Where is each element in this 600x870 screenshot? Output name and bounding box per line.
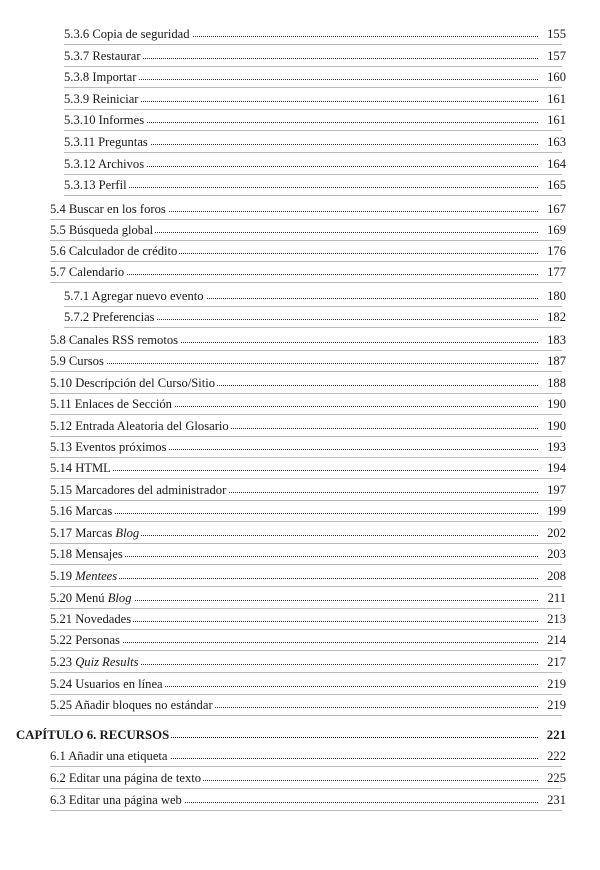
toc-entry-title: 5.13 Eventos próximos: [50, 437, 169, 457]
toc-entry-5-3-8: [0, 67, 600, 87]
dot-leader: [50, 363, 538, 364]
toc-entry-page: 211: [546, 588, 566, 608]
row-separator: [50, 414, 562, 415]
toc-entry-page: 177: [545, 262, 566, 282]
row-separator: [64, 130, 562, 131]
toc-entry-5-13: [0, 437, 600, 457]
dot-leader: [50, 578, 538, 579]
row-separator: [64, 195, 562, 196]
row-separator: [64, 87, 562, 88]
row-separator: [50, 371, 562, 372]
toc-entry-title: 5.3.6 Copia de seguridad: [64, 24, 192, 44]
toc-entry-5-12: [0, 416, 600, 436]
toc-entry-5-25: [0, 695, 600, 715]
toc-entry-5-4: [0, 199, 600, 219]
toc-entry-5-18: [0, 544, 600, 564]
toc-entry-page: 160: [545, 67, 566, 87]
toc-entry-page: 165: [545, 175, 566, 195]
row-separator: [50, 672, 562, 673]
toc-entry-title: 5.3.10 Informes: [64, 110, 146, 130]
toc-entry-page: 176: [545, 241, 566, 261]
toc-entry-5-21: [0, 609, 600, 629]
toc-entry-5-10: [0, 373, 600, 393]
toc-entry-6-1: [0, 746, 600, 766]
row-separator: [50, 586, 562, 587]
toc-entry-page: 190: [545, 416, 566, 436]
dot-leader: [64, 187, 538, 188]
toc-entry-page: 155: [545, 24, 566, 44]
dot-leader: [50, 513, 538, 514]
toc-entry-title: [50, 652, 141, 672]
row-separator: [50, 478, 562, 479]
toc-entry-5-6: [0, 241, 600, 261]
chapter-page: 221: [545, 725, 566, 745]
toc-entry-page: 197: [545, 480, 566, 500]
toc-entry-5-24: [0, 674, 600, 694]
toc-entry-5-19: [0, 566, 600, 586]
toc-entry-title: 5.3.8 Importar: [64, 67, 138, 87]
toc-entry-title: 6.2 Editar una página de texto: [50, 768, 203, 788]
toc-entry-title: 5.5 Búsqueda global: [50, 220, 155, 240]
toc-entry-page: 180: [545, 286, 566, 306]
toc-entry-6-2: [0, 768, 600, 788]
row-separator: [50, 810, 562, 811]
toc-entry-5-7-2: [0, 307, 600, 327]
toc-entry-page: 187: [545, 351, 566, 371]
toc-entry-5-11: [0, 394, 600, 414]
toc-entry-page: 214: [545, 630, 566, 650]
row-separator: [64, 327, 562, 328]
title-text: 5.23: [50, 655, 76, 669]
title-text: 5.19: [50, 569, 76, 583]
toc-entry-title: 5.8 Canales RSS remotos: [50, 330, 180, 350]
toc-entry-page: 231: [545, 790, 566, 810]
toc-entry-page: 219: [545, 674, 566, 694]
toc-entry-page: 183: [545, 330, 566, 350]
toc-entry-title: 5.7.1 Agregar nuevo evento: [64, 286, 206, 306]
toc-entry-title: 5.14 HTML: [50, 458, 113, 478]
toc-chapter-6: [0, 725, 600, 745]
toc-entry-6-3: [0, 790, 600, 810]
title-italic: Mentees: [75, 569, 118, 583]
toc-entry-title: 5.21 Novedades: [50, 609, 133, 629]
toc-entry-page: 161: [545, 110, 566, 130]
toc-entry-title: 5.12 Entrada Aleatoria del Glosario: [50, 416, 231, 436]
title-text: 5.17 Marcas: [50, 526, 116, 540]
toc-entry-page: 164: [545, 154, 566, 174]
toc-entry-title: 5.3.13 Perfil: [64, 175, 129, 195]
toc-entry-5-3-10: [0, 110, 600, 130]
toc-entry-title: 5.7 Calendario: [50, 262, 126, 282]
toc-entry-title: 5.10 Descripción del Curso/Sitio: [50, 373, 217, 393]
toc-entry-page: 194: [545, 458, 566, 478]
dot-leader: [50, 470, 538, 471]
toc-entry-title: 5.6 Calculador de crédito: [50, 241, 179, 261]
toc-entry-page: 199: [545, 501, 566, 521]
toc-entry-5-16: [0, 501, 600, 521]
toc-entry-title: 6.3 Editar una página web: [50, 790, 184, 810]
toc-entry-page: 190: [545, 394, 566, 414]
toc-entry-page: 167: [545, 199, 566, 219]
row-separator: [64, 44, 562, 45]
toc-entry-page: 208: [545, 566, 566, 586]
toc-entry-title: 5.3.9 Reiniciar: [64, 89, 141, 109]
toc-entry-page: 213: [545, 609, 566, 629]
toc-entry-title: 5.9 Cursos: [50, 351, 106, 371]
row-separator: [64, 152, 562, 153]
toc-entry-page: 157: [545, 46, 566, 66]
toc-entry-page: 169: [545, 220, 566, 240]
toc-entry-title: 5.22 Personas: [50, 630, 122, 650]
toc-entry-title: 5.4 Buscar en los foros: [50, 199, 168, 219]
toc-entry-title: 5.18 Mensajes: [50, 544, 125, 564]
toc-entry-title: 5.3.12 Archivos: [64, 154, 146, 174]
toc-entry-title: 5.25 Añadir bloques no estándar: [50, 695, 215, 715]
toc-entry-title: 6.1 Añadir una etiqueta: [50, 746, 170, 766]
dot-leader: [50, 642, 538, 643]
toc-entry-5-7: [0, 262, 600, 282]
toc-entry-title: [50, 588, 134, 608]
toc-entry-5-3-12: [0, 154, 600, 174]
row-separator: [50, 521, 562, 522]
toc-entry-title: 5.24 Usuarios en línea: [50, 674, 165, 694]
title-italic: Blog: [107, 591, 132, 605]
row-separator: [50, 282, 562, 283]
toc-entry-page: 219: [545, 695, 566, 715]
toc-entry-page: 188: [545, 373, 566, 393]
toc-entry-5-15: [0, 480, 600, 500]
row-separator: [50, 788, 562, 789]
toc-entry-5-8: [0, 330, 600, 350]
toc-entry-title: 5.15 Marcadores del administrador: [50, 480, 228, 500]
row-separator: [50, 650, 562, 651]
row-separator: [50, 766, 562, 767]
toc-entry-5-7-1: [0, 286, 600, 306]
row-separator: [50, 564, 562, 565]
toc-entry-title: 5.11 Enlaces de Sección: [50, 394, 174, 414]
toc-entry-page: 222: [545, 746, 566, 766]
toc-entry-5-5: [0, 220, 600, 240]
row-separator: [50, 715, 562, 716]
toc-entry-title: 5.7.2 Preferencias: [64, 307, 157, 327]
toc-entry-title: 5.16 Marcas: [50, 501, 114, 521]
title-italic: Blog: [115, 526, 140, 540]
toc-entry-5-3-11: [0, 132, 600, 152]
toc-entry-page: 163: [545, 132, 566, 152]
toc-entry-title: 5.3.11 Preguntas: [64, 132, 150, 152]
toc-entry-5-3-7: [0, 46, 600, 66]
toc-entry-title: 5.3.7 Restaurar: [64, 46, 143, 66]
toc-entry-page: 225: [545, 768, 566, 788]
toc-entry-page: 182: [545, 307, 566, 327]
toc-entry-page: 161: [545, 89, 566, 109]
toc-entry-5-3-6: [0, 24, 600, 44]
toc-entry-5-14: [0, 458, 600, 478]
toc-entry-5-20: [0, 588, 600, 608]
toc-entry-title: [50, 523, 141, 543]
toc-entry-5-3-9: [0, 89, 600, 109]
toc-entry-5-22: [0, 630, 600, 650]
toc-entry-5-23: [0, 652, 600, 672]
toc-entry-5-17: [0, 523, 600, 543]
toc-entry-page: 193: [545, 437, 566, 457]
toc-entry-title: [50, 566, 119, 586]
toc-entry-5-3-13: [0, 175, 600, 195]
title-italic: Quiz Results: [75, 655, 139, 669]
toc-entry-page: 203: [545, 544, 566, 564]
toc-entry-page: 217: [545, 652, 566, 672]
toc-entry-page: 202: [545, 523, 566, 543]
title-text: 5.20 Menú: [50, 591, 108, 605]
chapter-title: CAPÍTULO 6. RECURSOS: [16, 725, 171, 745]
toc-entry-5-9: [0, 351, 600, 371]
